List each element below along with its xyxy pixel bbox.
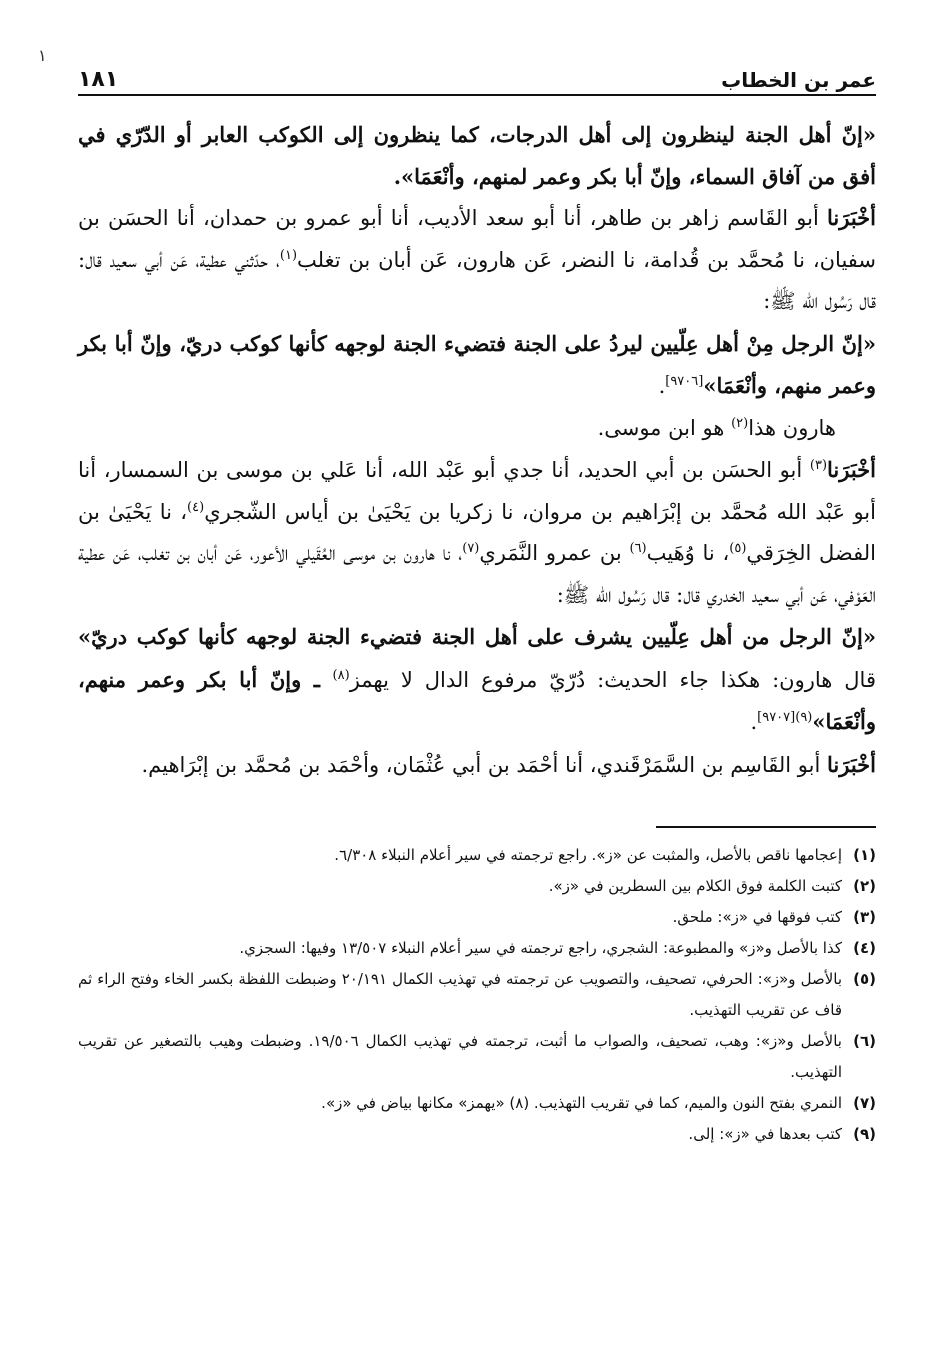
isnad-paragraph-1: [78, 197, 876, 323]
footnote-text: كتب بعدها في «ز»: إلى.: [688, 1125, 842, 1143]
footnote-text: بالأصل و«ز»: الحرفي، تصحيف، والتصويب عن ترجمته في تهذيب الكمال ٢٠/١٩١ وضبطت اللفظة بكسر الخاء وفتح الراء ثم قاف عن تقريب التهذيب.: [78, 970, 842, 1019]
hadith-end: .: [750, 710, 758, 734]
isnad-text-end: ، حدّثني عطية، عَن أبي سعيد قال: قال رَسُول الله ﷺ:: [78, 247, 876, 313]
corner-mark: ١: [38, 46, 47, 65]
narrator-note-text: هارون هذا: [748, 415, 836, 440]
footnote-text: بالأصل و«ز»: وهب، تصحيف، والصواب ما أثبت، ترجمته في تهذيب الكمال ١٩/٥٠٦. وضبطت وهيب بالتصغير عن تقريب التهذيب.: [78, 1032, 842, 1081]
footnote-text: كذا بالأصل و«ز» والمطبوعة: الشجري، راجع ترجمته في سير أعلام النبلاء ١٣/٥٠٧ وفيها: السجزي.: [239, 939, 842, 957]
footnote-number: (٥): [853, 970, 876, 988]
footnote-text: النمري بفتح النون والميم، كما في تقريب التهذيب. (٨) «يهمز» مكانها بياض في «ز».: [321, 1094, 842, 1112]
hadith-text: «إنّ الرجل من أهل عِلّيين يشرف على أهل الجنة فتضيء الجنة لوجهه كأنها كوكب دريّ»: [78, 624, 876, 649]
running-header: [78, 58, 876, 96]
isnad-paragraph-3: [78, 744, 876, 787]
footnote-ref-5: (٥): [729, 541, 747, 556]
footnote: [78, 840, 876, 871]
footnote-ref-6: (٦): [629, 541, 647, 556]
footnote-text: إعجامها ناقص بالأصل، والمثبت عن «ز». راجع ترجمته في سير أعلام النبلاء ٦/٣٠٨.: [334, 846, 842, 864]
hadith-paragraph-3: [78, 616, 876, 744]
isnad-text: ، نا وُهَيب: [646, 541, 730, 565]
narrator-note: [78, 408, 876, 450]
footnote-number: (٧): [853, 1094, 876, 1112]
akhbarana-lead: أخْبَرَنا: [827, 205, 876, 230]
book-page: [78, 58, 876, 1150]
footnote: [78, 933, 876, 964]
footnote: [78, 902, 876, 933]
hadith-number: [٩٧٠٧]: [757, 710, 796, 725]
isnad-text: بن عمرو النَّمَري: [479, 541, 630, 565]
footnote-text: كتب فوقها في «ز»: ملحق.: [672, 908, 842, 926]
footnote-text: كتبت الكلمة فوق الكلام بين السطرين في «ز».: [548, 877, 842, 895]
footnote: [78, 964, 876, 1026]
akhbarana-lead: أخْبَرَنا: [827, 457, 876, 482]
page-number: ١٨١: [78, 67, 119, 92]
hadith-text: «إنّ الرجل مِنْ أهل عِلّيين ليردُ على الجنة فتضيء الجنة لوجهه كأنها كوكب دريّ، وإنّ أبا بكر وعمر منهم، وأنْعَمَا»: [78, 330, 876, 398]
footnote: [78, 1088, 876, 1119]
footnote-number: (٤): [853, 939, 876, 957]
footnotes: [78, 840, 876, 1150]
isnad-paragraph-2: [78, 449, 876, 616]
footnote-ref-4: (٤): [187, 499, 205, 515]
footnote-number: (٦): [853, 1032, 876, 1050]
footnote-ref-3: (٣): [809, 458, 828, 473]
akhbarana-lead: أخْبَرَنا: [827, 751, 876, 777]
isnad-text: ، نا يَحْيَىٰ بن الفضل الخِرَقي: [78, 499, 876, 565]
isnad-text: أبو الحسَن بن أبي الحديد، أنا جدي أبو عَبْد الله، أنا عَلي بن موسى بن السمسار، أنا أبو عَبْد الله مُحمَّد بن إبْرَاهيم بن مروان، نا زكريا بن يَحْيَىٰ بن أياس الشّجري: [78, 458, 876, 524]
isnad-text: أبو القَاسِم بن السَّمَرْقَندي، أنا أحْمَد بن أبي عُثْمَان، وأحْمَد بن مُحمَّد بن إبْرَاهيم.: [141, 752, 828, 777]
footnote-ref-2: (٢): [731, 415, 749, 431]
hadith-text-cont: ـ وإنّ أبا بكر وعمر منهم، وأنْعَمَا»: [78, 666, 876, 734]
footnote-number: (٣): [853, 908, 876, 926]
footnote-ref-1: (١): [279, 247, 298, 263]
isnad-text: أبو القَاسم زاهر بن طاهر، أنا أبو سعد الأديب، أنا أبو عمرو بن حمدان، أنا الحسَن بن سفيان، نا مُحمَّد بن قُدامة، نا النضر، عَن هارون، عَن أبان بن تغلب: [78, 206, 877, 272]
hadith-paragraph-1: «إنّ أهل الجنة لينظرون إلى أهل الدرجات، كما ينظرون إلى الكوكب العابر أو الدّرّي في أفق من آفاق السماء، وإنّ أبا بكر وعمر لمنهم، وأنْعَمَا».: [78, 122, 876, 189]
footnote-number: (١): [853, 846, 876, 864]
footnote-ref-8: (٨): [332, 667, 350, 683]
isnad-text-end: ، نا هارون بن موسى العُقَيلي الأعور، عَن أبان بن تغلب، عَن عطية العَوْفي، عَن أبي سعيد الخدري قال: قال رَسُول الله ﷺ:: [78, 541, 876, 607]
hadith-paragraph-2: [78, 323, 876, 408]
footnote: [78, 871, 876, 902]
main-text: [78, 114, 876, 786]
footnote-number: (٩): [853, 1125, 876, 1143]
running-title: عمر بن الخطاب: [721, 68, 876, 92]
footnote-ref-9: (٩): [795, 710, 813, 725]
harun-comment: قال هارون: هكذا جاء الحديث: دُرّيّ مرفوع الدال لا يهمز: [349, 667, 876, 692]
footnote-ref-7: (٧): [462, 541, 480, 556]
hadith-number: [٩٧٠٦]: [665, 374, 704, 389]
narrator-note-end: هو ابن موسى.: [597, 415, 732, 440]
hadith-end: .: [658, 374, 666, 398]
footnote: [78, 1119, 876, 1150]
footnote-separator: [656, 826, 876, 828]
footnote-number: (٢): [853, 877, 876, 895]
footnote: [78, 1026, 876, 1088]
